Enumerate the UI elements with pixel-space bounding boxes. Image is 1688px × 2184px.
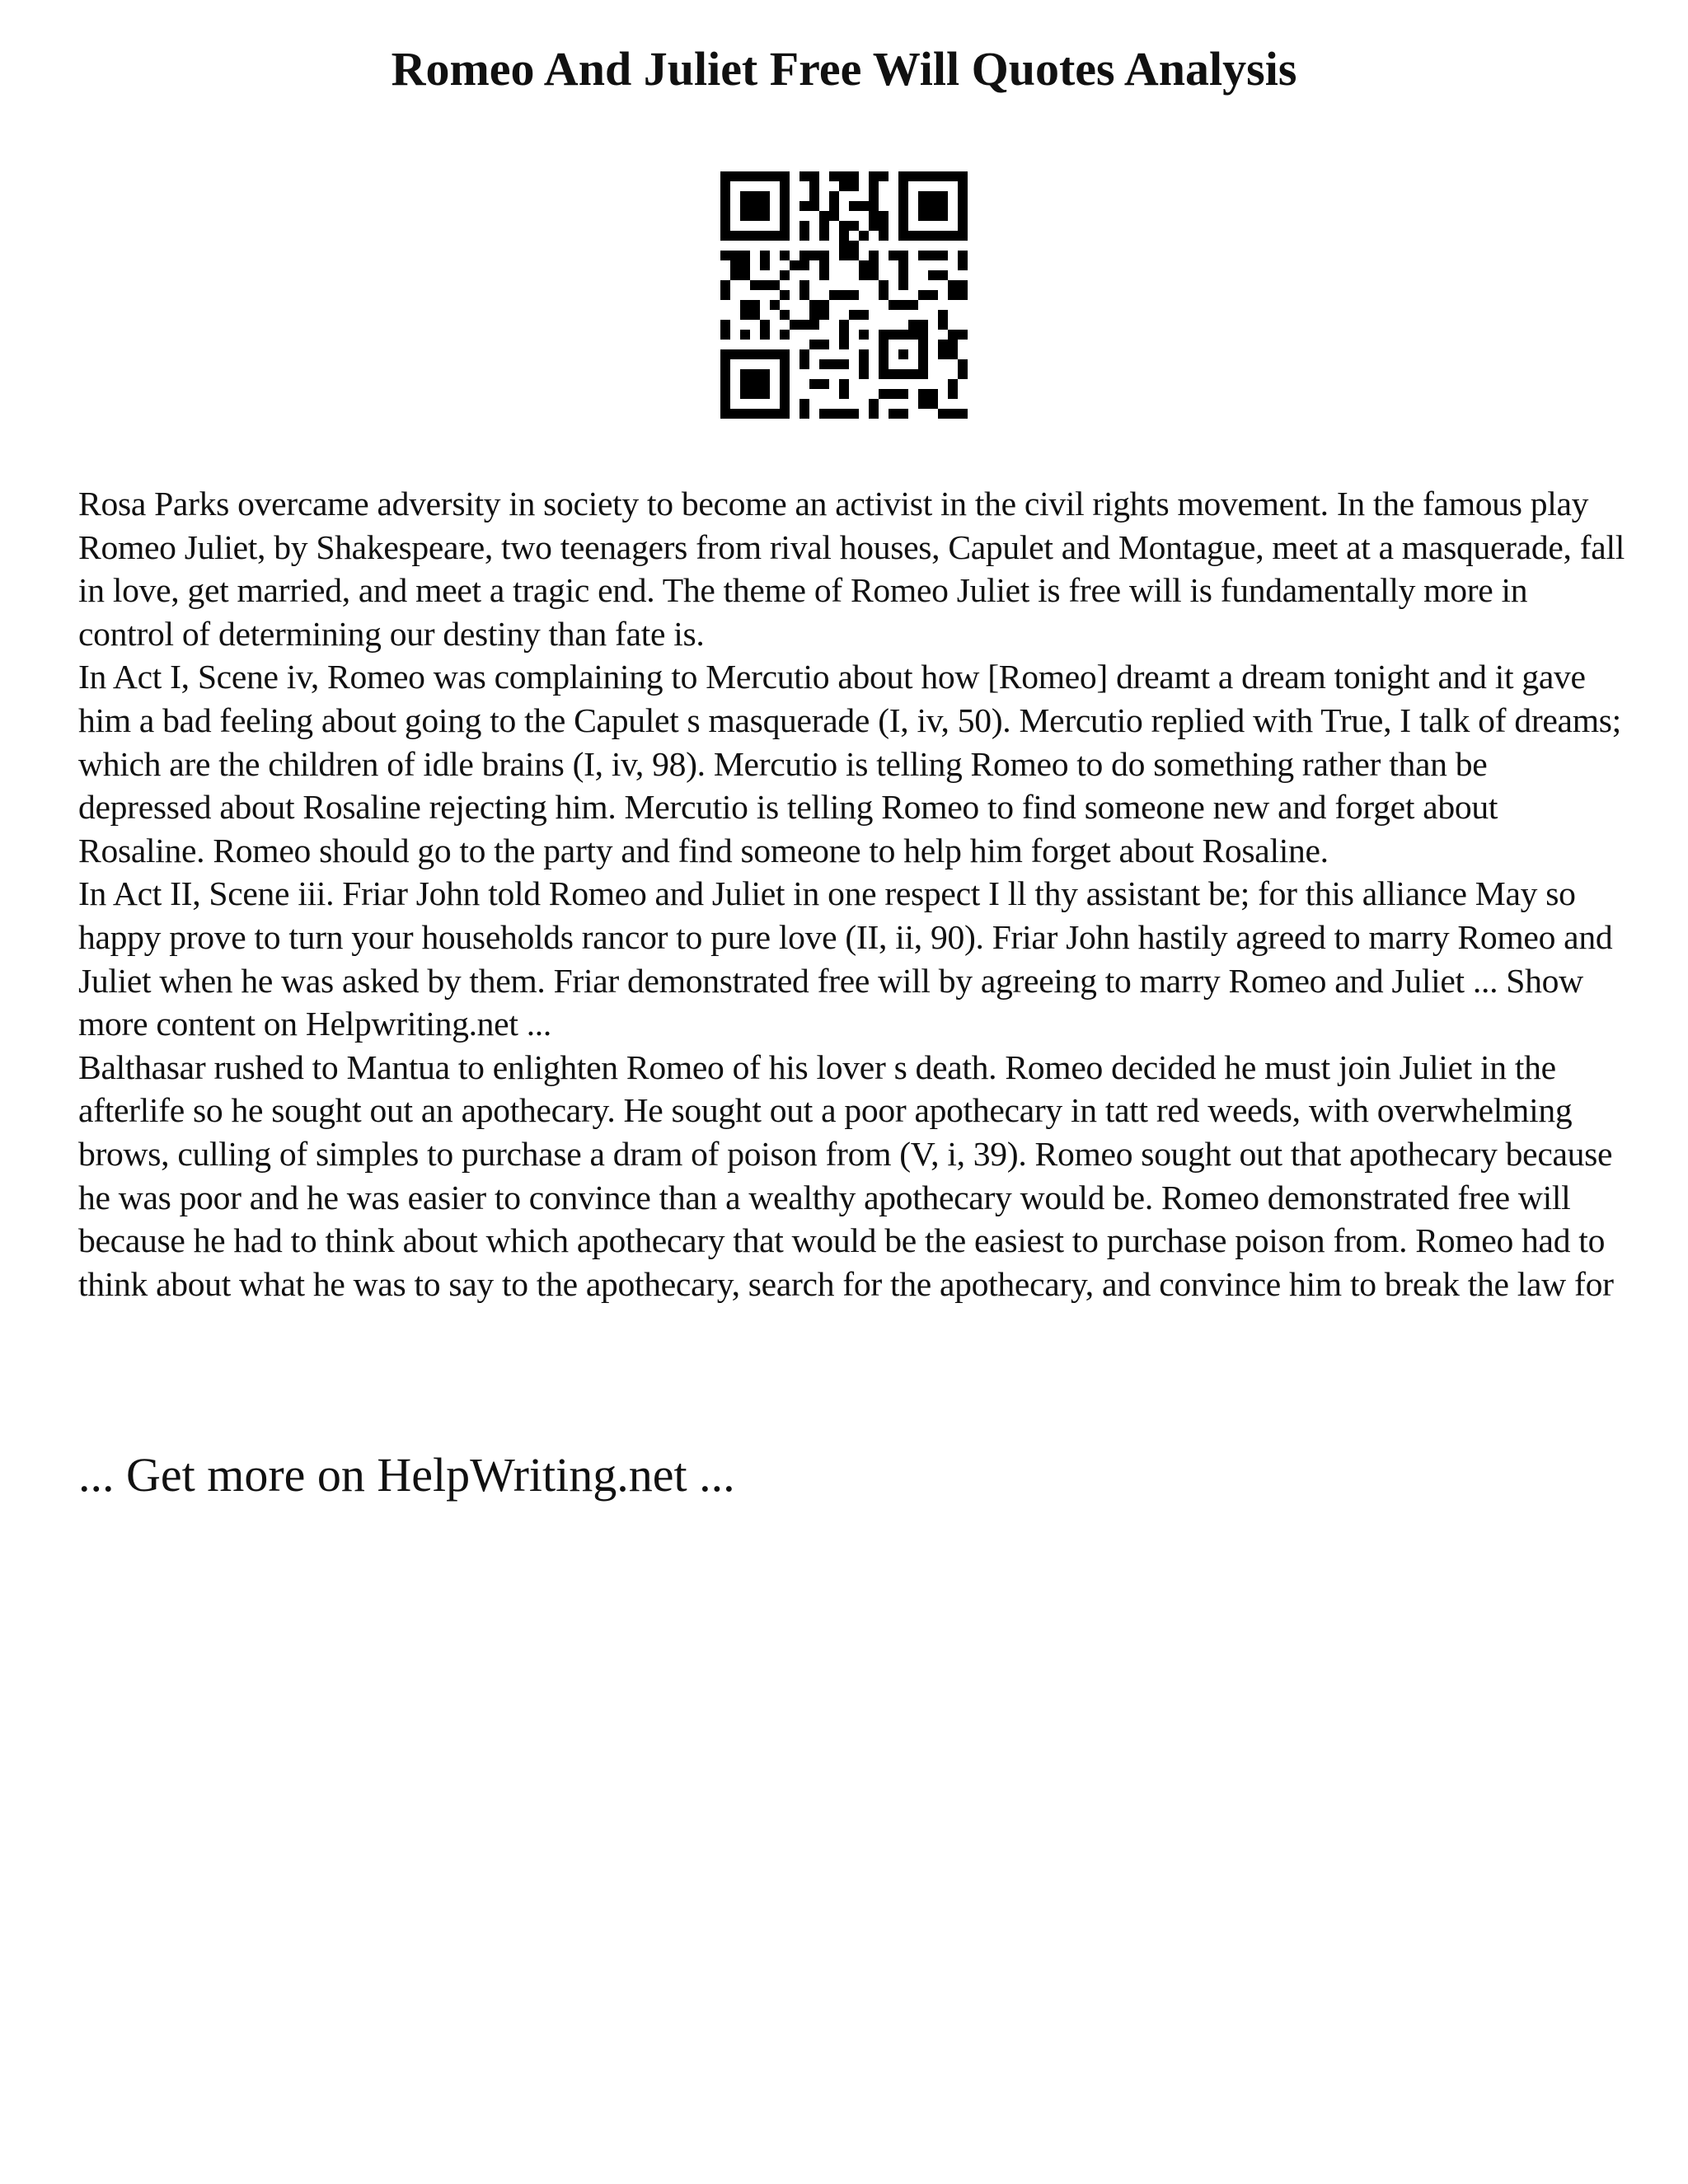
article-body bbox=[78, 482, 1628, 1305]
page-title: Romeo And Juliet Free Will Quotes Analysis bbox=[391, 42, 1297, 96]
qr-code-icon bbox=[720, 171, 968, 419]
get-more-link[interactable]: ... Get more on HelpWriting.net ... bbox=[78, 1448, 735, 1502]
paragraph: In Act I, Scene iv, Romeo was complaining to Mercutio about how [Romeo] dreamt a dream tonight and it gave him a bad feeling about going to the Capulet s masquerade (I, iv, 50). Mercutio replied with True, I talk of dreams; which are the children of idle brains (I, iv, 98). Mercutio is telling Romeo to do something rather than be depressed about Rosaline rejecting him. Mercutio is telling Romeo to find someone new and forget about Rosaline. Romeo should go to the party and find someone to help him forget about Rosaline. bbox=[78, 658, 1621, 869]
paragraph: In Act II, Scene iii. Friar John told Romeo and Juliet in one respect I ll thy assistant be; for this alliance May so happy prove to turn your households rancor to pure love (II, ii, 90). Friar John hastily agreed to marry Romeo and Juliet when he was asked by them. Friar demonstrated free will by agreeing to marry Romeo and Juliet ... Show more content on Helpwriting.net ... bbox=[78, 874, 1613, 1043]
paragraph: Balthasar rushed to Mantua to enlighten Romeo of his lover s death. Romeo decided he must join Juliet in the afterlife so he sought out an apothecary. He sought out a poor apothecary in tatt red weeds, with overwhelming brows, culling of simples to purchase a dram of poison from (V, i, 39). Romeo sought out that apothecary because he was poor and he was easier to convince than a wealthy apothecary would be. Romeo demonstrated free will because he had to think about which apothecary that would be the easiest to purchase poison from. Romeo had to think about what he was to say to the apothecary, search for the apothecary, and convince him to break the law for bbox=[78, 1047, 1614, 1303]
paragraph: Rosa Parks overcame adversity in society to become an activist in the civil rights movement. In the famous play Romeo Juliet, by Shakespeare, two teenagers from rival houses, Capulet and Montague, meet at a masquerade, fall in love, get married, and meet a tragic end. The theme of Romeo Juliet is free will is fundamentally more in control of determining our destiny than fate is. bbox=[78, 485, 1625, 653]
